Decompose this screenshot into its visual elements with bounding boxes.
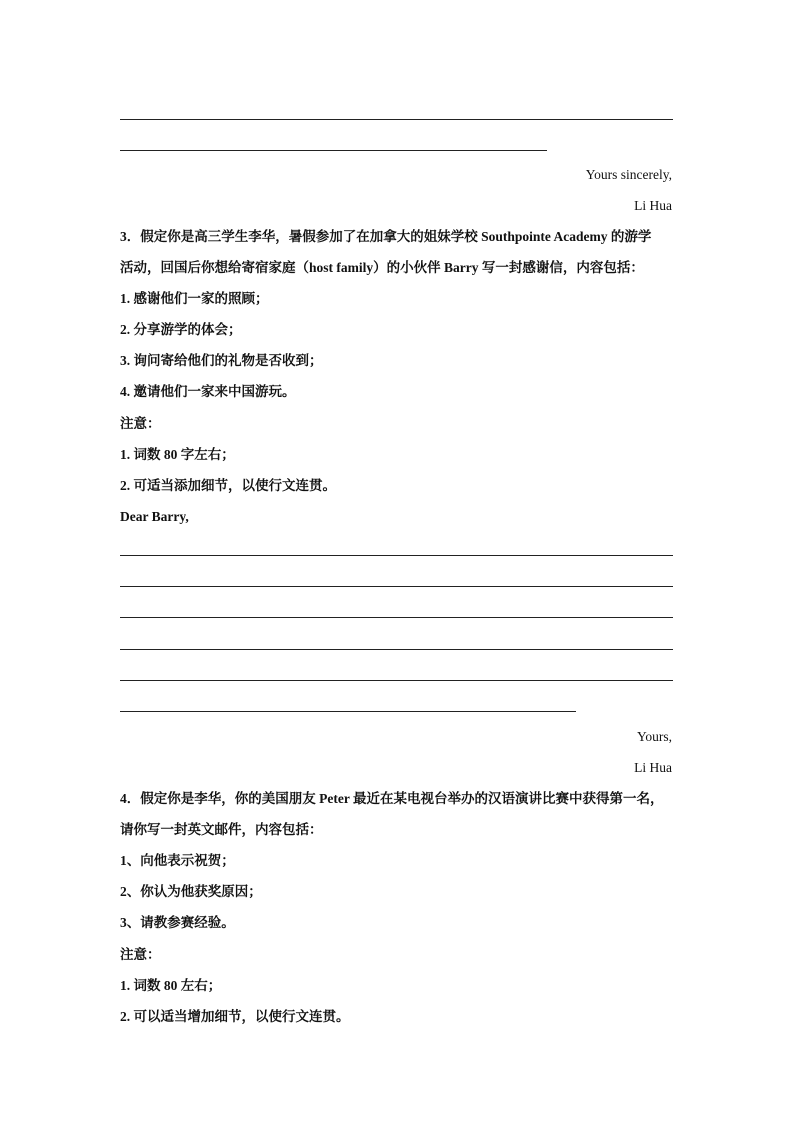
task-3-prompt-line-2: 活动，回国后你想给寄宿家庭（host family）的小伙伴 Barry 写一封感谢信，内容包括：: [120, 260, 644, 275]
task-4-note: 1. 词数 80 左右；: [120, 978, 222, 993]
task-4-point: 1、向他表示祝贺；: [120, 853, 235, 868]
answer-line: [120, 617, 673, 618]
task-3-point: 4. 邀请他们一家来中国游玩。: [120, 384, 296, 399]
answer-line: [120, 555, 673, 556]
letter-closing: Yours sincerely,: [585, 167, 672, 182]
task-4-note-label: 注意：: [120, 947, 161, 962]
answer-line: [120, 711, 576, 712]
task-4-point: 3、请教参赛经验。: [120, 915, 235, 930]
answer-line: [120, 649, 673, 650]
task-3-point: 1. 感谢他们一家的照顾；: [120, 291, 269, 306]
answer-line: [120, 150, 547, 151]
letter-salutation: Dear Barry,: [120, 509, 189, 524]
task-3-note: 1. 词数 80 字左右；: [120, 447, 235, 462]
task-3-note-label: 注意：: [120, 416, 161, 431]
task-3-point: 3. 询问寄给他们的礼物是否收到；: [120, 353, 323, 368]
letter-closing: Yours,: [636, 729, 672, 744]
task-4-prompt-line-2: 请你写一封英文邮件，内容包括：: [120, 822, 323, 837]
task-4-note: 2. 可以适当增加细节，以使行文连贯。: [120, 1009, 350, 1024]
letter-signature: Li Hua: [634, 760, 672, 775]
letter-signature: Li Hua: [634, 198, 672, 213]
task-3-note: 2. 可适当添加细节，以使行文连贯。: [120, 478, 336, 493]
answer-line: [120, 119, 673, 120]
answer-line: [120, 586, 673, 587]
task-4-prompt-line-1: 4．假定你是李华，你的美国朋友 Peter 最近在某电视台举办的汉语演讲比赛中获得第一名，: [120, 791, 664, 806]
task-4-point: 2、你认为他获奖原因；: [120, 884, 262, 899]
task-3-point: 2. 分享游学的体会；: [120, 322, 242, 337]
task-3-prompt-line-1: 3．假定你是高三学生李华，暑假参加了在加拿大的姐妹学校 Southpointe Academy 的游学: [120, 229, 652, 244]
answer-line: [120, 680, 673, 681]
